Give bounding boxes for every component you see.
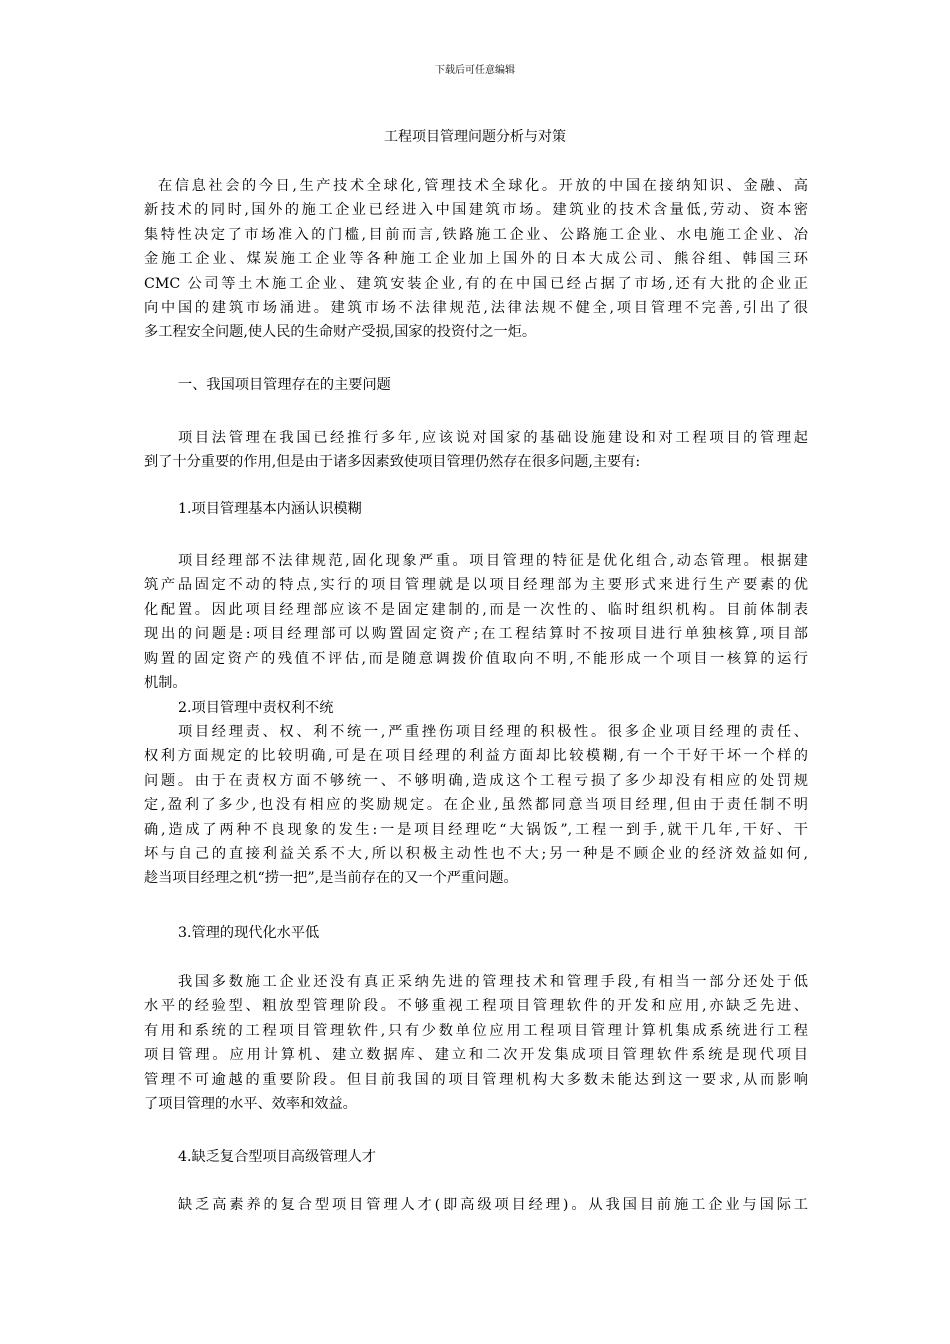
text-line: 到了十分重要的作用,但是由于诸多因素致使项目管理仍然存在很多问题,主要有: (144, 454, 641, 471)
text-line: 坏与自己的直接利益关系不大,所以积极主动性也不大;另一种是不顾企业的经济效益如何, (144, 846, 808, 863)
text-line: 缺乏高素养的复合型项目管理人才(即高级项目经理)。从我国目前施工企业与国际工 (178, 1197, 808, 1213)
text-line: 集特性决定了市场准入的门槛,目前而言,铁路施工企业、公路施工企业、水电施工企业、冶 (144, 226, 808, 243)
text-line: 项目经理部不法律规范,固化现象严重。项目管理的特征是优化组合,动态管理。根据建 (178, 553, 808, 569)
subsection4-paragraph (144, 1193, 808, 1217)
text-line: 问题。由于在责权方面不够统一、不够明确,造成这个工程亏损了多少却没有相应的处罚规 (144, 772, 808, 789)
text-line: 向中国的建筑市场涌进。建筑市场不法律规范,法律法规不健全,项目管理不完善,引出了很 (144, 300, 808, 317)
text-line: 确,造成了两种不良现象的发生:一是项目经理吃“大锅饭”,工程一到手,就干几年,干好、干 (144, 821, 808, 838)
text-line: 管理不可逾越的重要阶段。但目前我国的项目管理机构大多数未能达到这一要求,从而影响 (144, 1071, 808, 1088)
subsection-heading: 1.项目管理基本内涵认识模糊 (178, 501, 362, 517)
text-line: 项目法管理在我国已经推行多年,应该说对国家的基础设施建设和对工程项目的管理起 (178, 430, 808, 446)
text-line: CMC 公司等土木施工企业、建筑安装企业,有的在中国已经占据了市场,还有大批的企业正 (144, 275, 808, 292)
text-line: 项目经理责、权、利不统一,严重挫伤项目经理的积极性。很多企业项目经理的责任、 (178, 724, 808, 740)
text-line: 水平的经验型、粗放型管理阶段。不够重视工程项目管理软件的开发和应用,亦缺乏先进、 (144, 998, 808, 1015)
header-note: 下载后可任意编辑 (435, 65, 515, 76)
text-line: 筑产品固定不动的特点,实行的项目管理就是以项目经理部为主要形式来进行生产要素的优 (144, 577, 808, 594)
text-line: 购置的固定资产的残值不评估,而是随意调拨价值取向不明,不能形成一个项目一核算的运行 (144, 650, 808, 667)
text-line: 权利方面规定的比较明确,可是在项目经理的利益方面却比较模糊,有一个干好干坏一个样的 (144, 748, 808, 765)
text-line: 金施工企业、煤炭施工企业等各种施工企业加上国外的日本大成公司、熊谷组、韩国三环 (144, 251, 808, 268)
text-line: 新技术的同时,国外的施工企业已经进入中国建筑市场。建筑业的技术含量低,劳动、资本密 (144, 202, 808, 219)
intro-paragraph (144, 174, 808, 345)
subsection-heading: 2.项目管理中责权利不统 (178, 700, 334, 716)
section-heading: 一、我国项目管理存在的主要问题 (178, 377, 391, 393)
text-line: 机制。 (144, 675, 187, 692)
text-line: 趁当项目经理之机“捞一把”,是当前存在的又一个严重问题。 (144, 870, 518, 887)
text-line: 项目管理。应用计算机、建立数据库、建立和二次开发集成项目管理软件系统是现代项目 (144, 1047, 808, 1064)
subsection-heading: 3.管理的现代化水平低 (178, 925, 320, 941)
section1-paragraph (144, 426, 808, 475)
text-line: 现出的问题是:项目经理部可以购置固定资产;在工程结算时不按项目进行单独核算,项目部 (144, 626, 808, 643)
subsection3-paragraph (144, 970, 808, 1116)
document-title: 工程项目管理问题分析与对策 (384, 129, 566, 145)
text-line: 在信息社会的今日,生产技术全球化,管理技术全球化。开放的中国在接纳知识、金融、高 (158, 178, 808, 194)
text-line: 定,盈利了多少,也没有相应的奖励规定。在企业,虽然都同意当项目经理,但由于责任制不明 (144, 797, 808, 814)
text-line: 了项目管理的水平、效率和效益。 (144, 1096, 357, 1113)
text-line: 化配置。因此项目经理部应该不是固定建制的,而是一次性的、临时组织机构。目前体制表 (144, 601, 808, 618)
subsection-heading: 4.缺乏复合型项目高级管理人才 (178, 1149, 376, 1165)
subsection1-paragraph (144, 549, 808, 695)
text-line: 我国多数施工企业还没有真正采纳先进的管理技术和管理手段,有相当一部分还处于低 (178, 974, 808, 990)
text-line: 多工程安全问题,使人民的生命财产受损,国家的投资付之一炬。 (144, 324, 537, 341)
text-line: 有用和系统的工程项目管理软件,只有少数单位应用工程项目管理计算机集成系统进行工程 (144, 1022, 808, 1039)
subsection2-paragraph (144, 720, 808, 891)
